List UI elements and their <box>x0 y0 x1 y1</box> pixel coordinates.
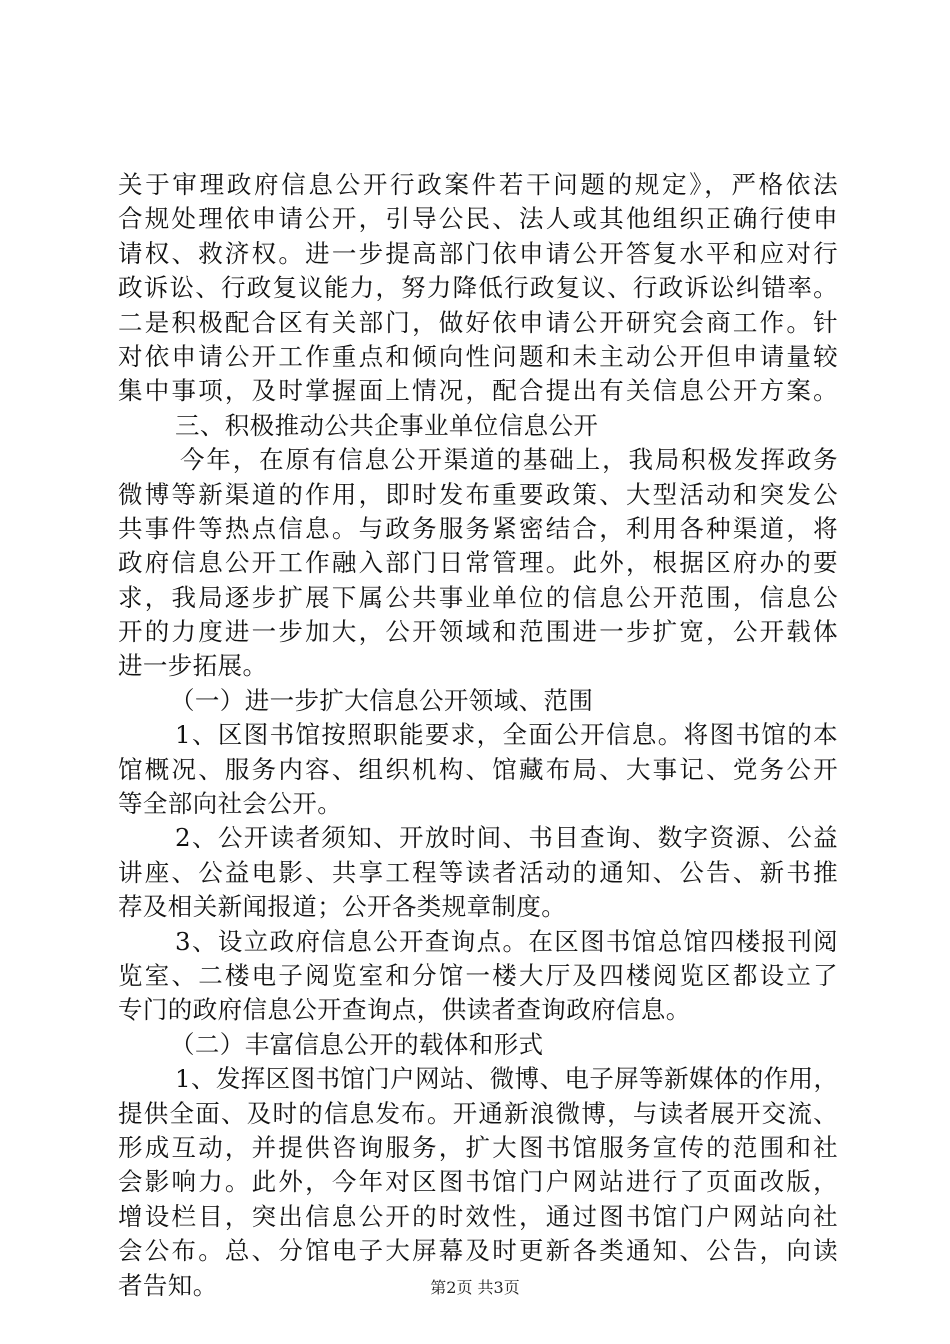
text-line: 三、积极推动公共企事业单位信息公开 <box>175 410 599 440</box>
text-line: 增设栏目，突出信息公开的时效性，通过图书馆门户网站向社 <box>118 1201 838 1231</box>
text-line: 览室、二楼电子阅览室和分馆一楼大厅及四楼阅览区都设立了 <box>118 960 838 990</box>
text-line: 馆概况、服务内容、组织机构、馆藏布局、大事记、党务公开 <box>118 754 838 784</box>
text-line: 提供全面、及时的信息发布。开通新浪微博，与读者展开交流、 <box>118 1098 838 1128</box>
text-line: 共事件等热点信息。与政务服务紧密结合，利用各种渠道，将 <box>118 513 838 543</box>
document-body <box>118 168 838 1303</box>
text-line: 形成互动，并提供咨询服务，扩大图书馆服务宣传的范围和社 <box>118 1132 838 1162</box>
text-line: 3、设立政府信息公开查询点。在区图书馆总馆四楼报刊阅 <box>175 926 838 956</box>
text-line: 2、公开读者须知、开放时间、书目查询、数字资源、公益 <box>175 823 838 853</box>
text-line: 专门的政府信息公开查询点，供读者查询政府信息。 <box>118 995 691 1025</box>
text-line: 对依申请公开工作重点和倾向性问题和未主动公开但申请量较 <box>118 341 838 371</box>
text-line: 今年，在原有信息公开渠道的基础上，我局积极发挥政务 <box>180 445 838 475</box>
text-line: 合规处理依申请公开，引导公民、法人或其他组织正确行使申 <box>118 204 838 234</box>
text-line: （一）进一步扩大信息公开领域、范围 <box>170 685 594 715</box>
text-line: 讲座、公益电影、共享工程等读者活动的通知、公告、新书推 <box>118 857 838 887</box>
text-line: 者告知。 <box>118 1270 218 1300</box>
text-line: 开的力度进一步加大，公开领域和范围进一步扩宽，公开载体 <box>118 617 838 647</box>
text-line: 政诉讼、行政复议能力，努力降低行政复议、行政诉讼纠错率。 <box>118 273 838 303</box>
page-number-footer: 第2页 共3页 <box>430 1278 520 1297</box>
text-line: 求，我局逐步扩展下属公共事业单位的信息公开范围，信息公 <box>118 582 838 612</box>
text-line: 二是积极配合区有关部门，做好依申请公开研究会商工作。针 <box>118 307 838 337</box>
text-line: 1、发挥区图书馆门户网站、微博、电子屏等新媒体的作用， <box>175 1064 839 1094</box>
text-line: 会影响力。此外，今年对区图书馆门户网站进行了页面改版， <box>118 1167 838 1197</box>
text-line: 微博等新渠道的作用，即时发布重要政策、大型活动和突发公 <box>118 479 838 509</box>
text-line: 政府信息公开工作融入部门日常管理。此外，根据区府办的要 <box>118 548 838 578</box>
text-line: 请权、救济权。进一步提高部门依申请公开答复水平和应对行 <box>118 238 838 268</box>
text-line: 1、区图书馆按照职能要求，全面公开信息。将图书馆的本 <box>175 720 838 750</box>
text-line: 关于审理政府信息公开行政案件若干问题的规定》，严格依法 <box>118 170 838 199</box>
text-line: （二）丰富信息公开的载体和形式 <box>170 1029 544 1059</box>
text-line: 荐及相关新闻报道；公开各类规章制度。 <box>118 892 567 922</box>
text-line: 集中事项，及时掌握面上情况，配合提出有关信息公开方案。 <box>118 376 838 406</box>
text-line: 会公布。总、分馆电子大屏幕及时更新各类通知、公告，向读 <box>118 1236 838 1266</box>
text-line: 等全部向社会公开。 <box>118 789 343 819</box>
text-line: 进一步拓展。 <box>118 651 268 681</box>
